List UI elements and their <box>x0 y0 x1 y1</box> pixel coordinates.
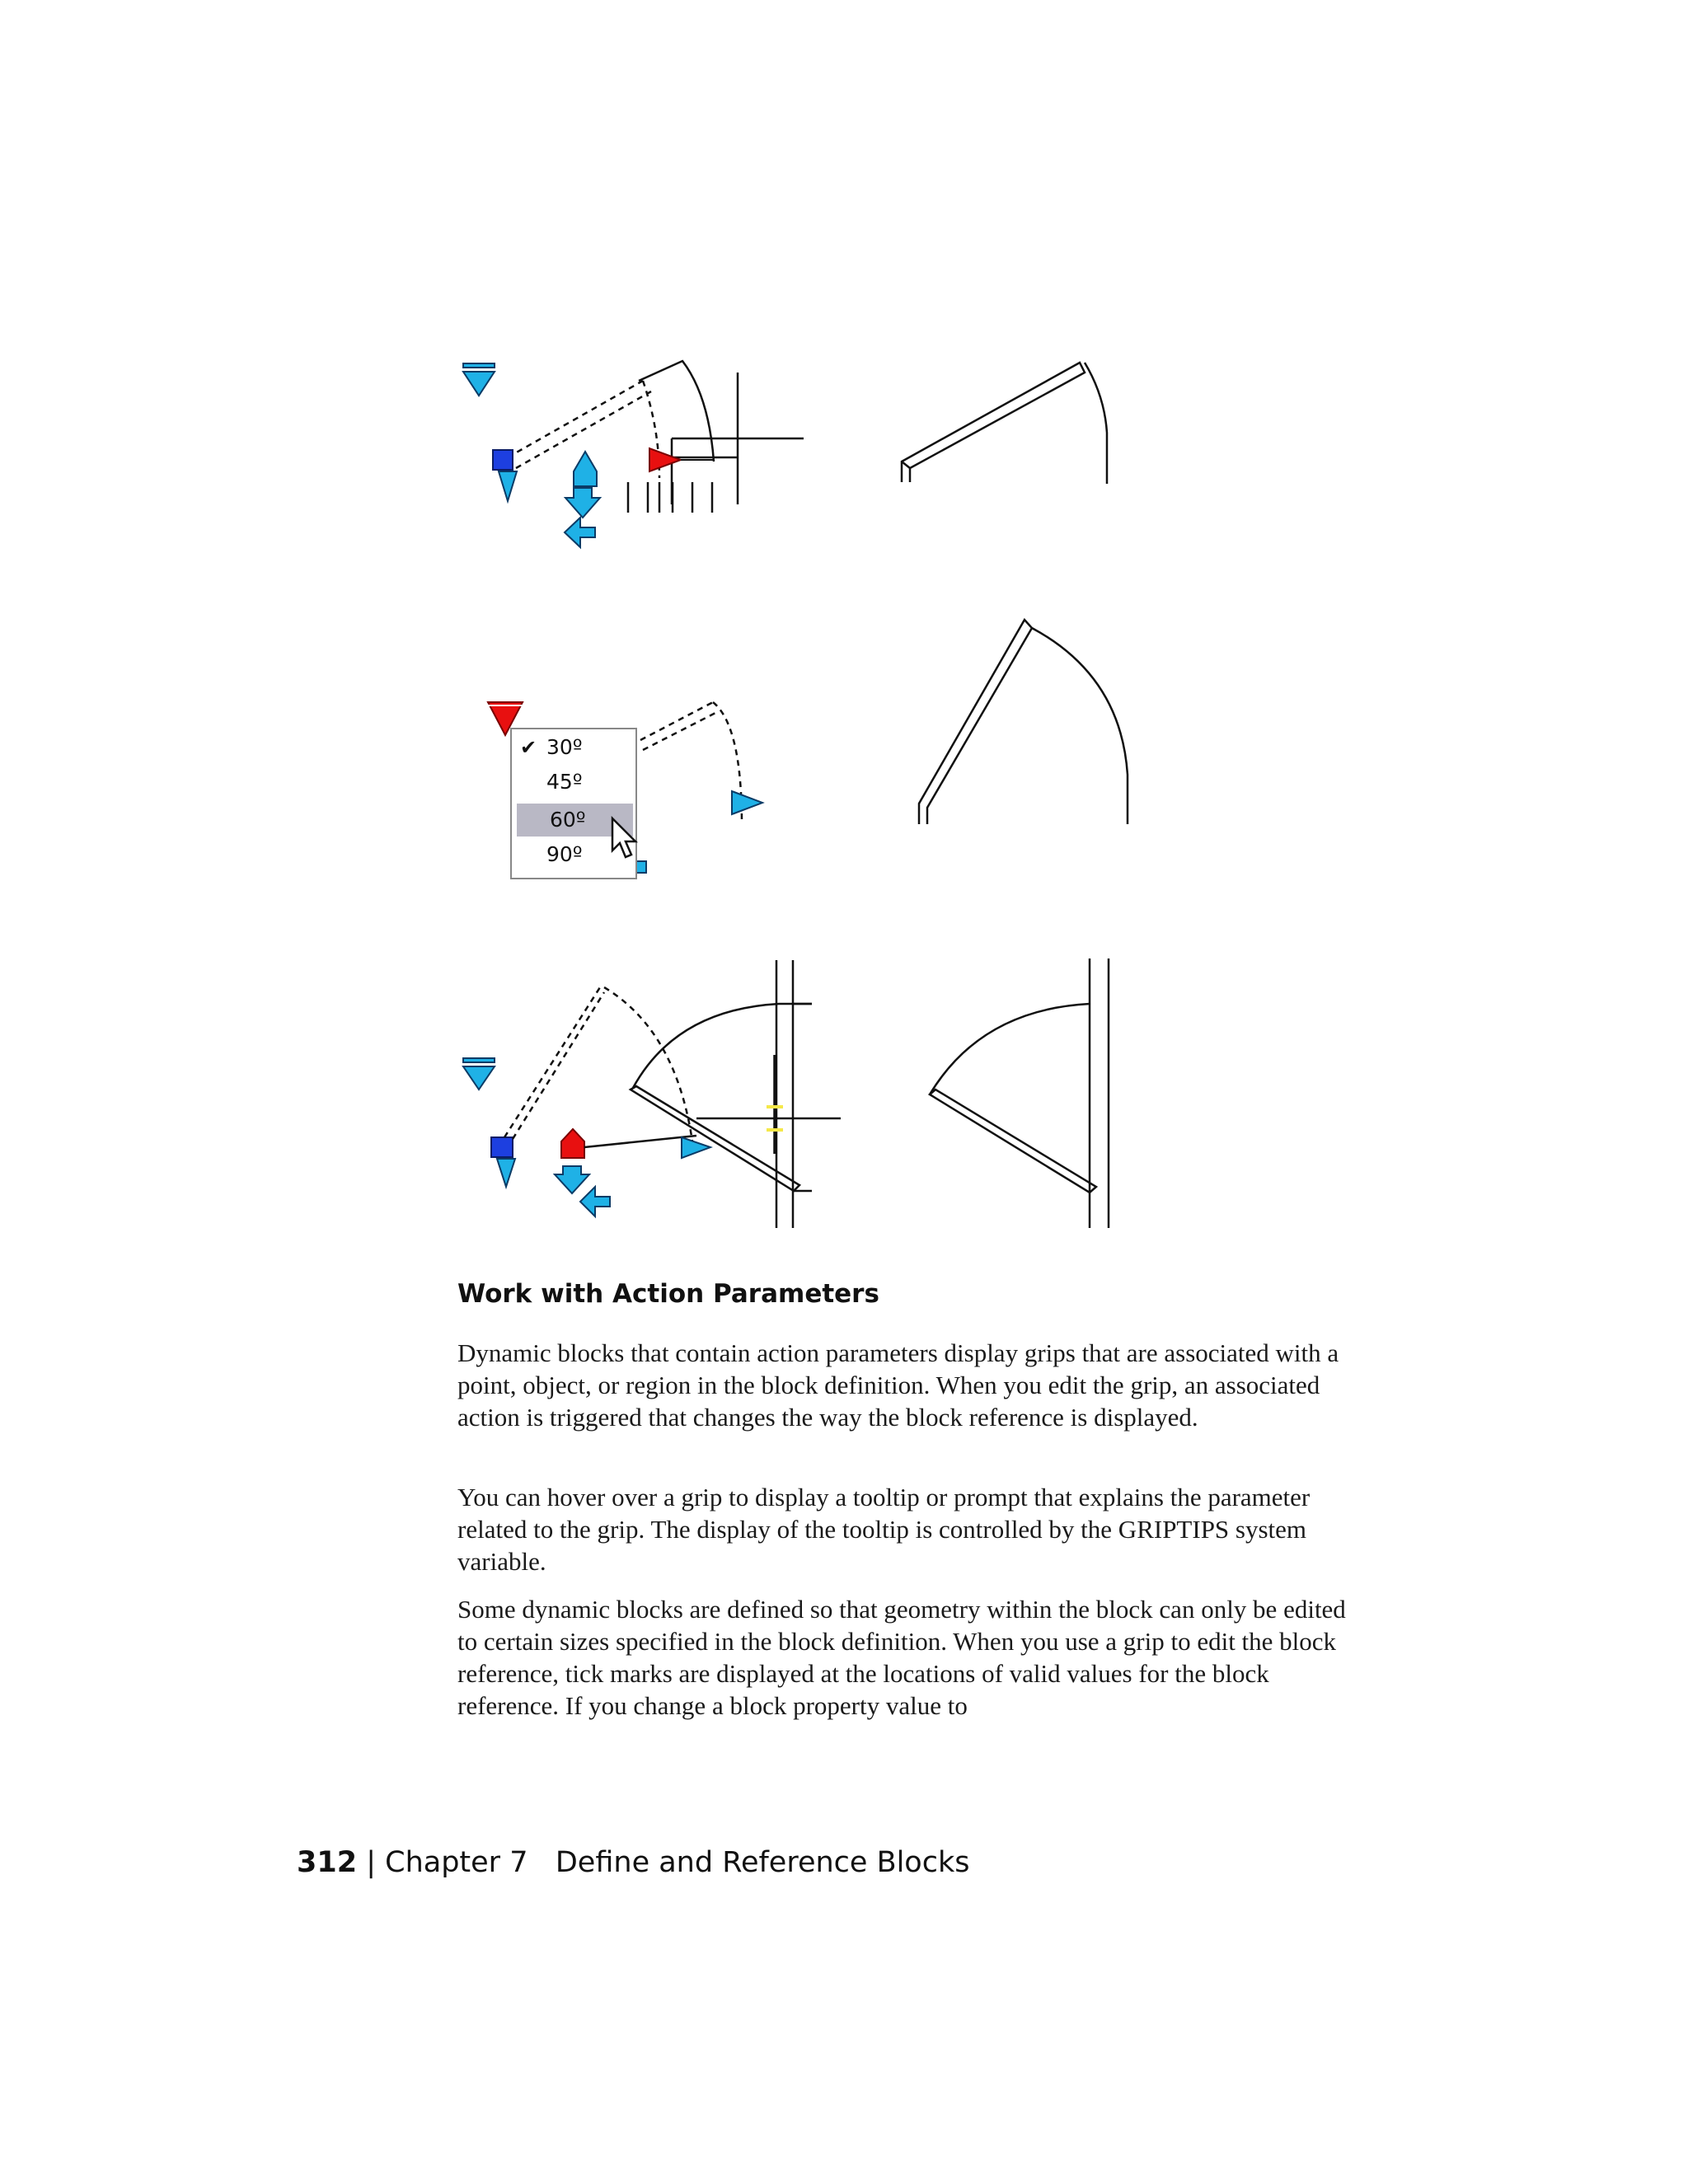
chapter-title: Define and Reference Blocks <box>555 1846 970 1879</box>
rotation-grip-icon[interactable] <box>649 448 681 471</box>
stretch-grip-icon[interactable] <box>574 452 597 486</box>
page-footer <box>297 1846 969 1879</box>
menu-item-label: 45º <box>546 770 583 794</box>
lookup-grip-icon[interactable] <box>463 363 495 396</box>
mouse-cursor-icon <box>610 816 643 865</box>
footer-separator: | <box>366 1846 376 1879</box>
menu-item-label: 60º <box>550 808 586 832</box>
row3-edit-view <box>463 960 841 1228</box>
base-point-grip-row3-icon[interactable] <box>491 1137 513 1157</box>
menu-item-label: 30º <box>546 735 583 759</box>
page-number: 312 <box>297 1846 358 1879</box>
flip-grip-icon[interactable] <box>499 471 517 501</box>
rotation-grip-row3-icon[interactable] <box>682 1137 710 1158</box>
paragraph-3: Some dynamic blocks are defined so that geometry within the block can only be edited to certain sizes specified in the block definition. When you use a grip to edit the block reference, tick marks are displayed at the locations of valid values for the block reference. If you change a block property value to <box>457 1595 1346 1720</box>
row3-result-view <box>930 958 1109 1228</box>
row1-edit-view <box>463 361 804 547</box>
section-heading: Work with Action Parameters <box>457 1279 879 1309</box>
menu-item-30[interactable] <box>513 731 637 764</box>
row2-result-view <box>919 620 1128 824</box>
checkmark-icon: ✔ <box>520 736 537 759</box>
paragraph-2: You can hover over a grip to display a tooltip or prompt that explains the parameter related to the grip. The display of the tooltip is controlled by the GRIPTIPS system variable. <box>457 1483 1311 1576</box>
tick-marks <box>628 482 712 513</box>
paragraph-1: Dynamic blocks that contain action parameters display grips that are associated with a point, object, or region in the block definition. When you edit the grip, an associated action is triggered that changes the way the block reference is displayed. <box>457 1338 1339 1432</box>
menu-item-label: 90º <box>546 842 583 866</box>
chapter-label: Chapter 7 <box>385 1846 528 1879</box>
stretch-grip-active-icon[interactable] <box>561 1129 584 1158</box>
base-point-grip-icon[interactable] <box>493 450 513 470</box>
rotation-grip-cyan-icon[interactable] <box>732 791 762 814</box>
row1-result-view <box>902 363 1107 484</box>
menu-item-45[interactable] <box>513 766 637 799</box>
down-arrow-grip-icon[interactable] <box>565 488 600 518</box>
lookup-grip-row3-icon[interactable] <box>463 1058 495 1062</box>
left-arrow-grip-icon[interactable] <box>565 518 595 547</box>
